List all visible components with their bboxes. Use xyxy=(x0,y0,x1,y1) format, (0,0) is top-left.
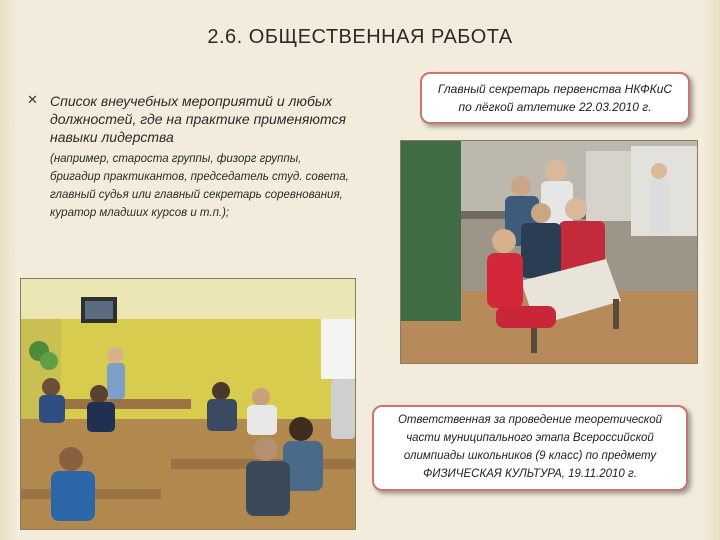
right-frame-border xyxy=(700,0,720,540)
callout-top-line: по лёгкой атлетике 22.03.2010 г. xyxy=(458,100,652,114)
callout-bottom-line: олимпиады школьников (9 класс) по предмету xyxy=(403,450,657,462)
callout-top xyxy=(420,72,690,124)
photo-competition-secretary xyxy=(400,140,698,364)
bullet-sub-text: (например, староста группы, физорг группы, бригадир практикантов, председатель студ. совета, главный судья или главный секретарь соревнования, куратор младших курсов и т.п.); xyxy=(50,153,349,219)
left-frame-border xyxy=(0,0,20,540)
x-bullet-icon: ✕ xyxy=(27,92,38,107)
callout-bottom-line: части муниципального этапа Всероссийской xyxy=(406,432,654,444)
photo-classroom-illustration xyxy=(21,279,355,529)
photo-classroom-olympiad xyxy=(20,278,356,530)
callout-top-line: Главный секретарь первенства НКФКиС xyxy=(437,82,673,96)
callout-bottom-line: Ответственная за проведение теоретической xyxy=(397,414,663,426)
bullet-main-text: Список внеучебных мероприятий и любых должностей, где на практике применяются навыки лидерства xyxy=(50,93,346,145)
photo-competition-illustration xyxy=(401,141,697,363)
callout-bottom-line: ФИЗИЧЕСКАЯ КУЛЬТУРА, 19.11.2010 г. xyxy=(423,468,637,480)
callout-bottom xyxy=(372,405,688,491)
slide-title: 2.6. ОБЩЕСТВЕННАЯ РАБОТА xyxy=(207,26,513,48)
